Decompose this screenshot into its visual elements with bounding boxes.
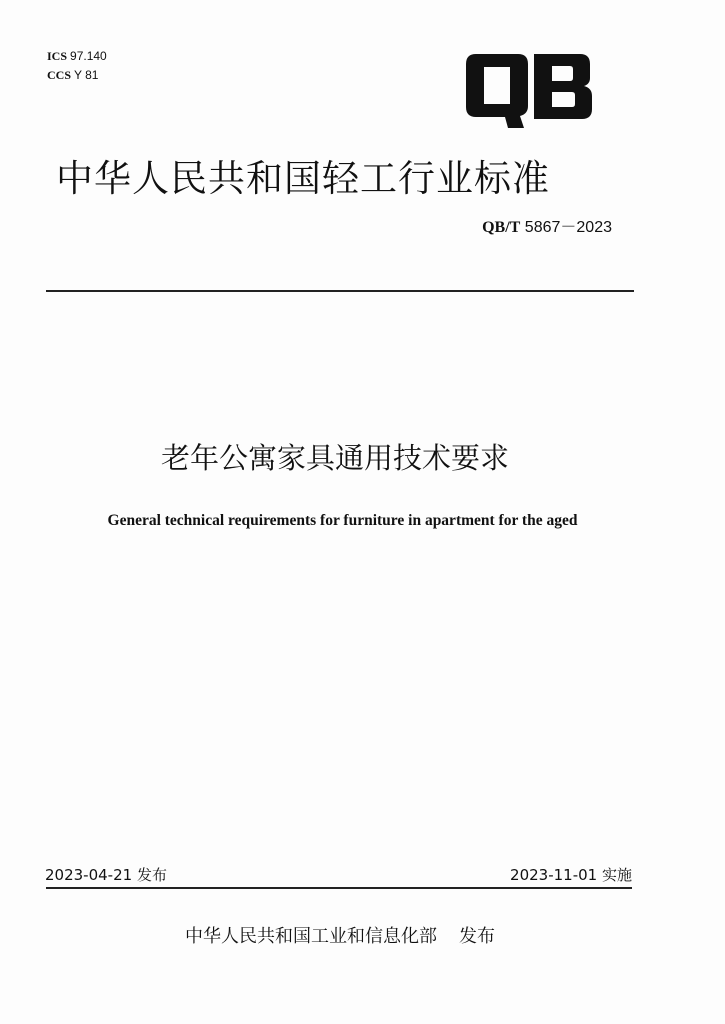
ccs-code xyxy=(47,66,107,85)
ccs-value: Y 81 xyxy=(74,68,99,82)
implementation-date: 2023-11-01 实施 xyxy=(510,866,632,884)
document-title-en: General technical requirements for furniture in apartment for the aged xyxy=(107,512,578,529)
standard-category-title: 中华人民共和国轻工行业标准 xyxy=(56,157,550,200)
ics-code xyxy=(47,47,107,66)
document-title-cn: 老年公寓家具通用技术要求 xyxy=(160,441,509,475)
publisher xyxy=(0,922,680,948)
ics-value: 97.140 xyxy=(70,49,107,63)
ics-label: ICS xyxy=(47,49,68,63)
bottom-divider xyxy=(46,887,632,889)
top-divider xyxy=(46,290,634,292)
publisher-name: 中华人民共和国工业和信息化部 xyxy=(185,926,437,947)
qb-logo xyxy=(462,54,594,128)
standard-number-value: 5867－2023 xyxy=(524,219,612,236)
issue-date: 2023-04-21 发布 xyxy=(45,866,167,884)
standard-number xyxy=(482,214,612,237)
classification-codes xyxy=(47,47,107,85)
publisher-action: 发布 xyxy=(459,926,495,947)
standard-number-prefix: QB/T xyxy=(482,219,521,236)
ccs-label: CCS xyxy=(47,68,72,82)
